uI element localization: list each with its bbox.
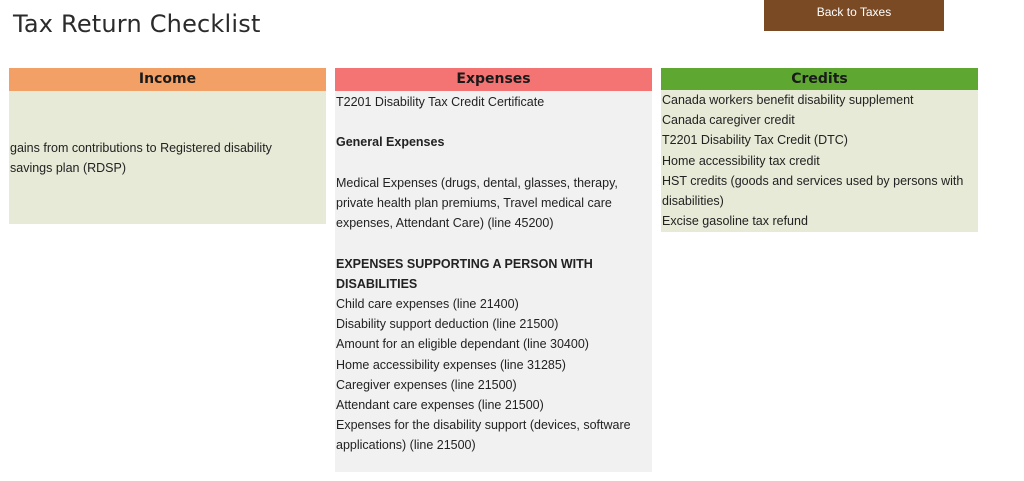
income-column bbox=[9, 68, 326, 224]
income-item: savings plan (RDSP) bbox=[10, 161, 127, 176]
page-title: Tax Return Checklist bbox=[13, 10, 261, 38]
credits-body bbox=[661, 90, 978, 232]
expenses-item: applications) (line 21500) bbox=[336, 438, 476, 453]
income-item: gains from contributions to Registered disability bbox=[10, 141, 272, 155]
credits-item: disabilities) bbox=[662, 194, 724, 209]
credits-item: Home accessibility tax credit bbox=[662, 153, 820, 168]
medical-expenses-line: Medical Expenses (drugs, dental, glasses, therapy, bbox=[336, 175, 618, 190]
expenses-certificate: T2201 Disability Tax Credit Certificate bbox=[336, 95, 545, 109]
expenses-item: Expenses for the disability support (devices, software bbox=[336, 418, 631, 433]
income-body bbox=[9, 91, 326, 224]
supporting-expenses-heading: DISABILITIES bbox=[336, 276, 418, 291]
expenses-item: Amount for an eligible dependant (line 30400) bbox=[336, 337, 589, 352]
expenses-item: Caregiver expenses (line 21500) bbox=[336, 377, 517, 392]
general-expenses-heading: General Expenses bbox=[336, 135, 445, 150]
expenses-item: Disability support deduction (line 21500) bbox=[336, 317, 559, 332]
expenses-column bbox=[335, 68, 652, 472]
medical-expenses-line: private health plan premiums, Travel medical care bbox=[336, 195, 612, 210]
income-header: Income bbox=[9, 68, 326, 91]
credits-item: Canada workers benefit disability supplement bbox=[662, 93, 914, 107]
expenses-header: Expenses bbox=[335, 68, 652, 91]
expenses-item: Child care expenses (line 21400) bbox=[336, 296, 519, 311]
credits-column bbox=[661, 68, 978, 232]
credits-header: Credits bbox=[661, 68, 978, 90]
medical-expenses-line: expenses, Attendant Care) (line 45200) bbox=[336, 216, 554, 231]
supporting-expenses-heading: EXPENSES SUPPORTING A PERSON WITH bbox=[336, 256, 593, 271]
expenses-item: Home accessibility expenses (line 31285) bbox=[336, 357, 566, 372]
credits-item: Excise gasoline tax refund bbox=[662, 214, 808, 229]
credits-item: T2201 Disability Tax Credit (DTC) bbox=[662, 133, 848, 148]
credits-item: Canada caregiver credit bbox=[662, 113, 795, 128]
expenses-body bbox=[335, 91, 652, 472]
credits-item: HST credits (goods and services used by persons with bbox=[662, 173, 964, 188]
expenses-item: Attendant care expenses (line 21500) bbox=[336, 398, 544, 412]
back-to-taxes-button[interactable]: Back to Taxes bbox=[764, 0, 944, 31]
